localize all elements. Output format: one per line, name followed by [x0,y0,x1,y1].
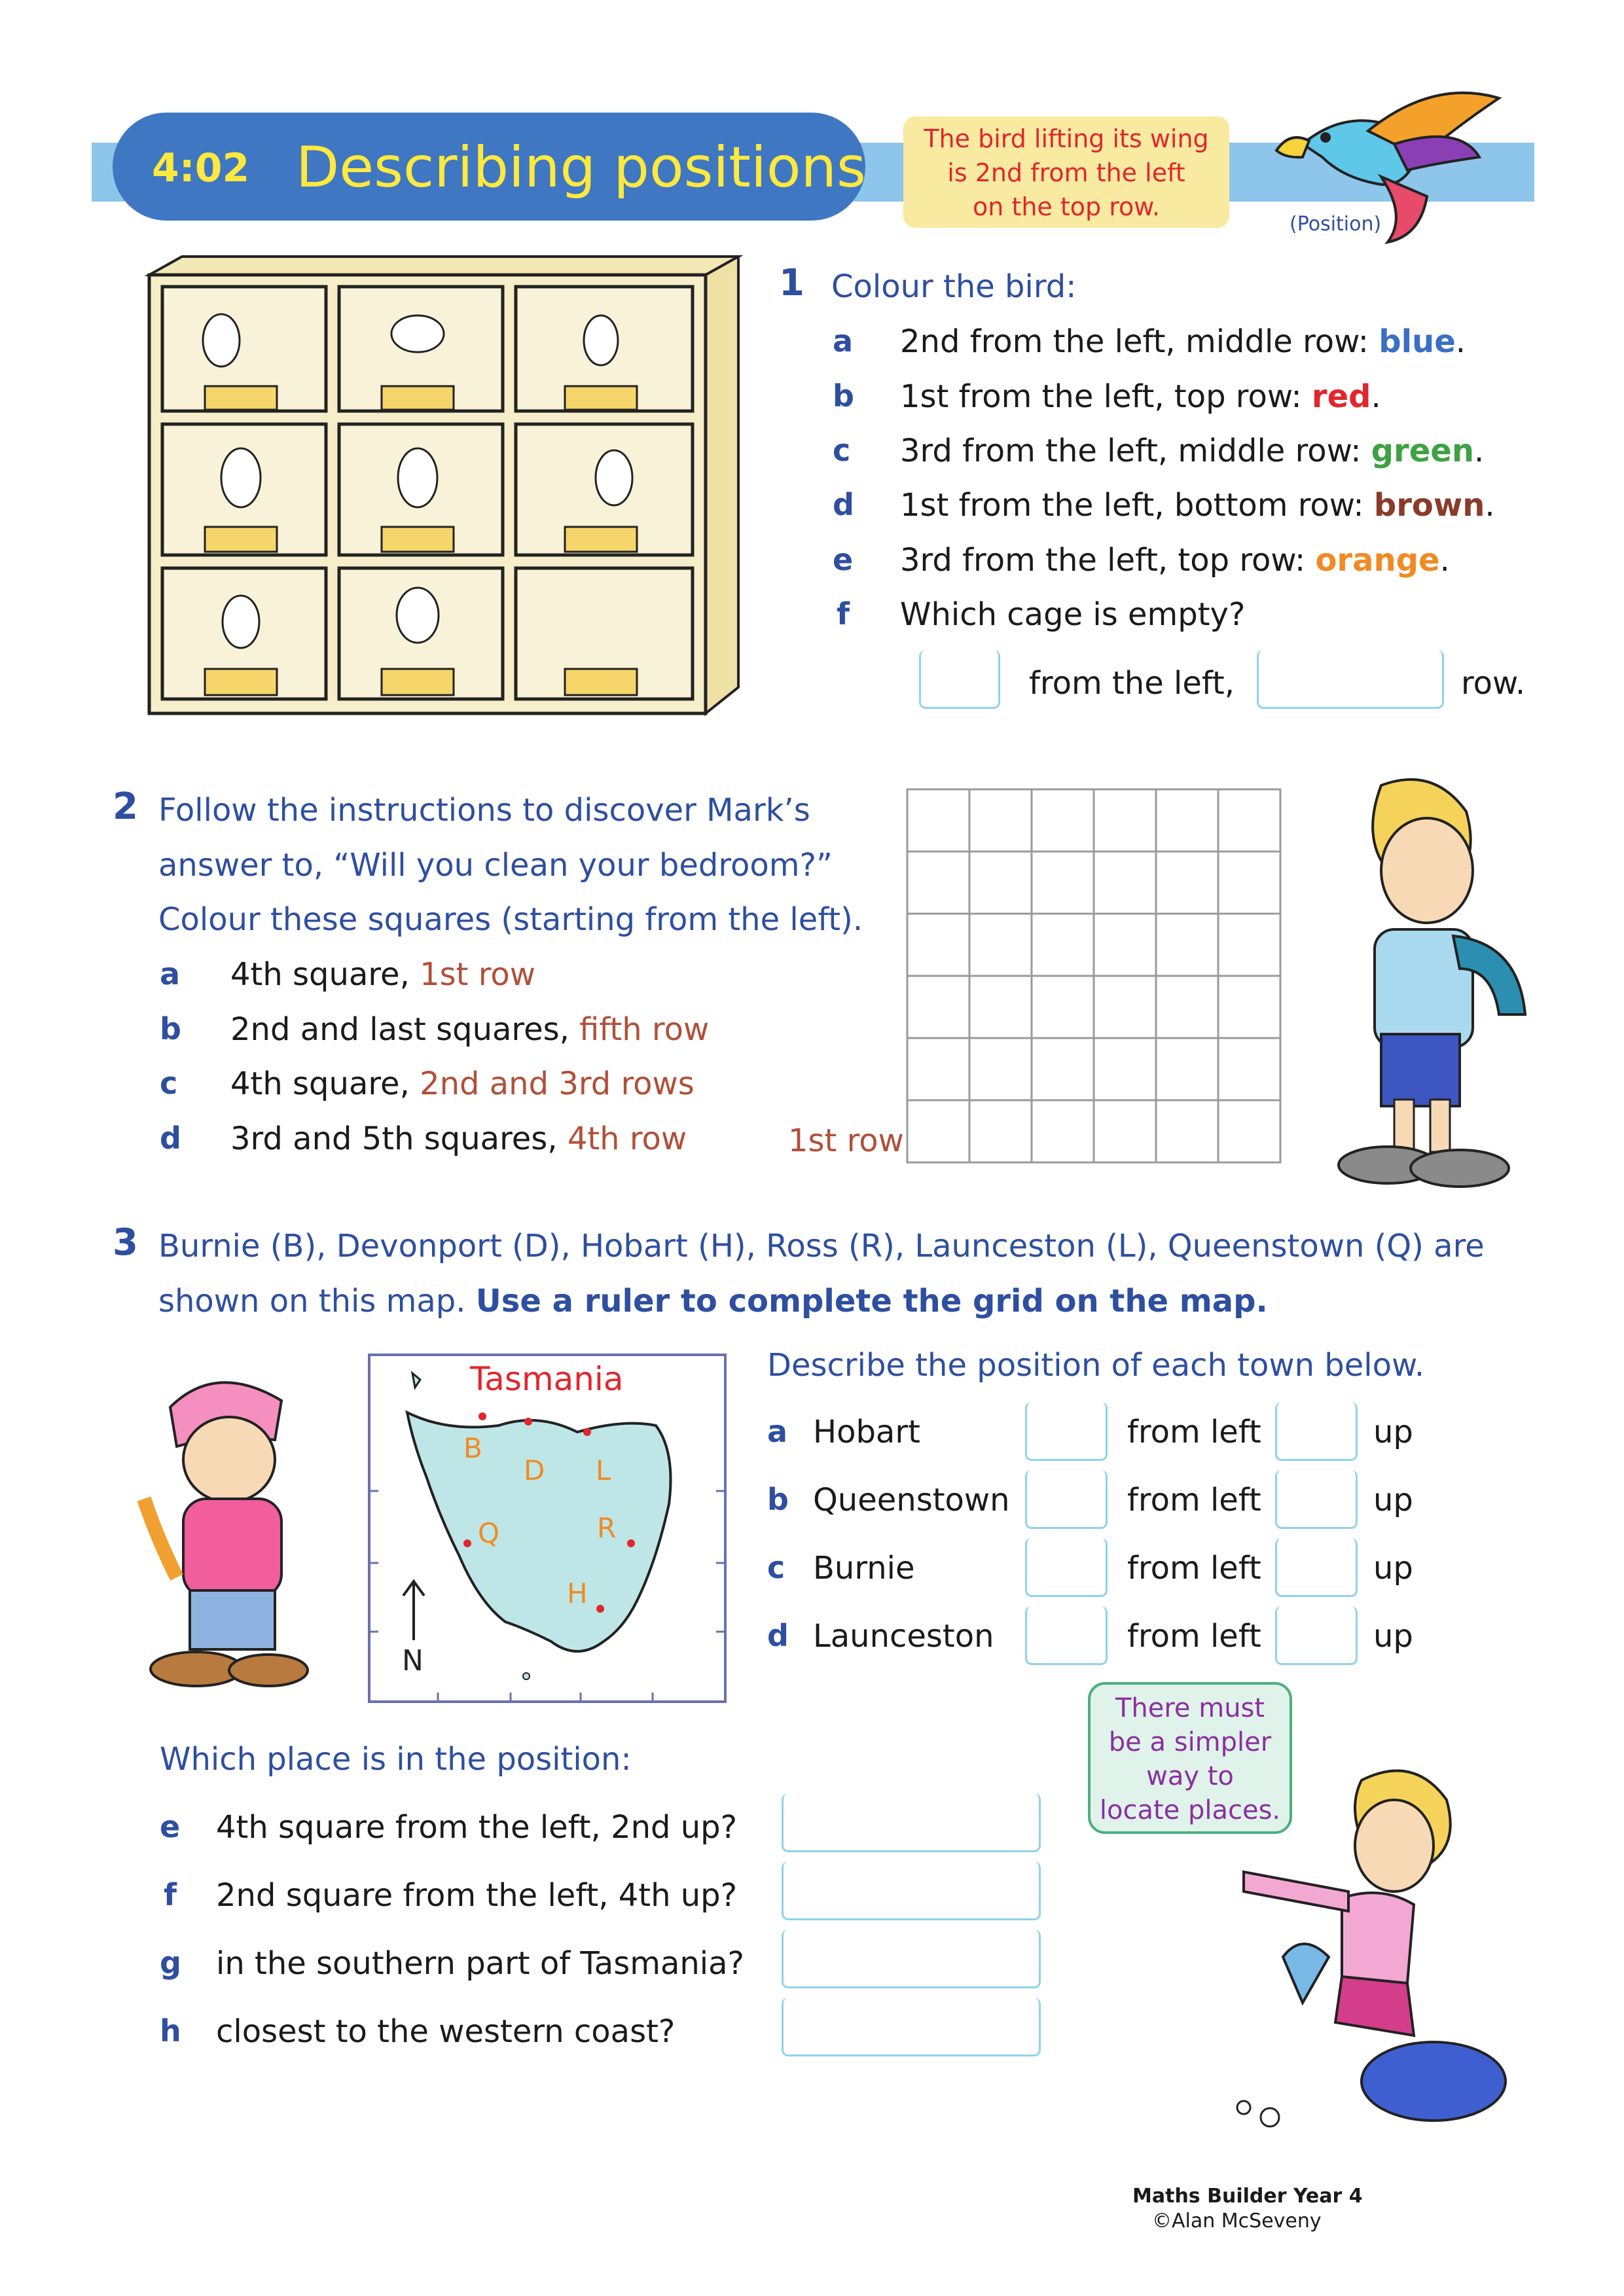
item-letter: b [833,378,854,414]
item-letter: h [160,2013,181,2049]
item-letter: g [160,1945,181,1981]
colouring-grid[interactable] [906,788,1282,1164]
q2-line: answer to, “Will you clean your bedroom?” [158,847,833,884]
item-letter: c [767,1550,785,1585]
q3-line2-bold: Use a ruler to complete the grid on the map. [475,1283,1268,1319]
thinking-boy-illustration [1303,772,1538,1191]
bubble-line: be a simpler [1108,1727,1272,1757]
up-label: up [1373,1482,1413,1518]
answer-box-place[interactable] [782,1793,1041,1852]
q1-item-e [900,542,1450,579]
colour-word: green [1371,433,1474,469]
question-number: 1 [779,262,804,304]
item-letter: c [160,1066,178,1101]
item-rows: 4th row [567,1121,687,1157]
map-town-label: Q [478,1517,500,1549]
answer-box-from-left[interactable] [1025,1538,1108,1597]
pointing-boy-illustration [1218,1761,1519,2140]
answer-box-place[interactable] [782,1998,1041,2056]
answer-box-from-left[interactable] [1025,1606,1108,1665]
item-letter: c [833,433,851,468]
item-letter: d [833,487,854,522]
item-end: . [1485,487,1495,524]
q2-item-a [230,956,535,993]
answer-box-from-left[interactable] [1025,1402,1108,1461]
q1-item-c [900,433,1484,469]
town-name: Launceston [813,1618,994,1655]
answer-box-from-left[interactable] [1025,1470,1108,1529]
which-question: 2nd square from the left, 4th up? [216,1877,738,1914]
map-town-label: B [463,1432,482,1464]
lesson-code: 4:02 [152,145,250,191]
bubble-line: There must [1115,1693,1265,1723]
item-text: 2nd and last squares, [230,1011,580,1048]
map-town-label: H [567,1577,588,1609]
item-end: . [1455,323,1466,360]
north-label: N [402,1644,424,1677]
north-arrow-icon [401,1577,427,1643]
item-letter: d [767,1618,789,1653]
note-line: The bird lifting its wing [924,124,1209,153]
item-text: 4th square, [230,956,420,993]
page-title: Describing positions [296,135,866,200]
item-text: 3rd from the left, middle row: [900,433,1371,469]
which-prompt: Which place is in the position: [160,1741,632,1778]
map-town-label: L [596,1454,611,1486]
answer-box-column[interactable] [919,650,1000,709]
grid-row-label: 1st row [788,1122,904,1159]
map-title: Tasmania [470,1360,624,1398]
item-text: 1st from the left, top row: [900,378,1312,415]
bird-cages-illustration [143,255,745,720]
describe-prompt: Describe the position of each town below. [767,1347,1425,1384]
item-letter: f [837,596,850,632]
item-text: 1st from the left, bottom row: [900,487,1374,524]
from-left-label: from left [1127,1414,1261,1450]
item-text: 4th square, [230,1066,420,1102]
q1-item-d [900,487,1495,524]
item-rows: 1st row [420,956,536,993]
footer-author: ©Alan McSeveny [1152,2210,1322,2233]
colour-word: red [1311,378,1371,415]
q2-item-d [230,1121,687,1157]
q2-line: Follow the instructions to discover Mark’s [158,792,810,829]
answer-box-up[interactable] [1275,1606,1358,1665]
item-end: . [1473,433,1485,469]
map-town-label: R [597,1512,617,1544]
which-question: 4th square from the left, 2nd up? [216,1809,738,1846]
q1-item-f: Which cage is empty? [900,596,1246,633]
item-rows: 2nd and 3rd rows [420,1066,695,1102]
from-left-label: from left [1127,1482,1261,1518]
map-town-label: D [524,1454,545,1486]
answer-box-place[interactable] [782,1929,1041,1988]
question-number: 2 [113,785,138,828]
item-text: 2nd from the left, middle row: [900,323,1379,360]
up-label: up [1373,1414,1413,1450]
header-note [903,117,1229,228]
footer-book: Maths Builder Year 4 [1132,2185,1363,2208]
from-left-label: from the left, [1029,665,1235,702]
item-rows: fifth row [579,1011,710,1048]
q2-line: Colour these squares (starting from the left). [158,901,863,938]
answer-box-up[interactable] [1275,1402,1358,1461]
bubble-line: way to [1146,1761,1234,1791]
item-letter: e [160,1809,181,1844]
item-letter: a [833,323,854,359]
town-name: Burnie [813,1550,915,1587]
q2-item-c [230,1066,695,1102]
bubble-line: locate places. [1099,1795,1281,1825]
q3-line1: Burnie (B), Devonport (D), Hobart (H), Ross (R), Launceston (L), Queenstown (Q) are [158,1228,1485,1265]
item-letter: b [160,1011,181,1047]
from-left-label: from left [1127,1550,1261,1587]
row-label: row. [1461,665,1526,702]
town-name: Queenstown [813,1482,1010,1518]
item-end: . [1371,378,1381,415]
colour-word: orange [1315,542,1440,579]
cold-girl-illustration [131,1368,347,1695]
up-label: up [1373,1618,1413,1655]
item-letter: b [767,1482,789,1517]
item-letter: a [767,1414,788,1449]
q1-item-b [900,378,1381,415]
item-text: 3rd and 5th squares, [230,1121,568,1157]
note-line: is 2nd from the left [947,158,1185,187]
answer-box-up[interactable] [1275,1470,1358,1529]
item-letter: d [160,1121,181,1156]
item-letter: e [833,542,854,577]
answer-box-row[interactable] [1257,650,1444,709]
q3-line2 [158,1283,1268,1319]
town-name: Hobart [813,1414,920,1450]
from-left-label: from left [1127,1618,1261,1655]
up-label: up [1373,1550,1413,1587]
answer-box-place[interactable] [782,1861,1041,1920]
position-label: (Position) [1290,213,1382,236]
item-letter: f [164,1877,177,1912]
colour-word: brown [1373,487,1485,524]
q2-item-b [230,1011,709,1048]
colour-word: blue [1379,323,1456,360]
answer-box-up[interactable] [1275,1538,1358,1597]
item-end: . [1439,542,1450,579]
question-number: 3 [113,1221,138,1264]
item-text: 3rd from the left, top row: [900,542,1316,579]
which-question: closest to the western coast? [216,2013,676,2050]
which-question: in the southern part of Tasmania? [216,1945,745,1982]
item-letter: a [160,956,181,992]
q1-prompt: Colour the bird: [831,268,1077,305]
q1-item-a [900,323,1466,360]
q3-line2-text: shown on this map. [158,1283,476,1319]
note-line: on the top row. [973,192,1160,221]
